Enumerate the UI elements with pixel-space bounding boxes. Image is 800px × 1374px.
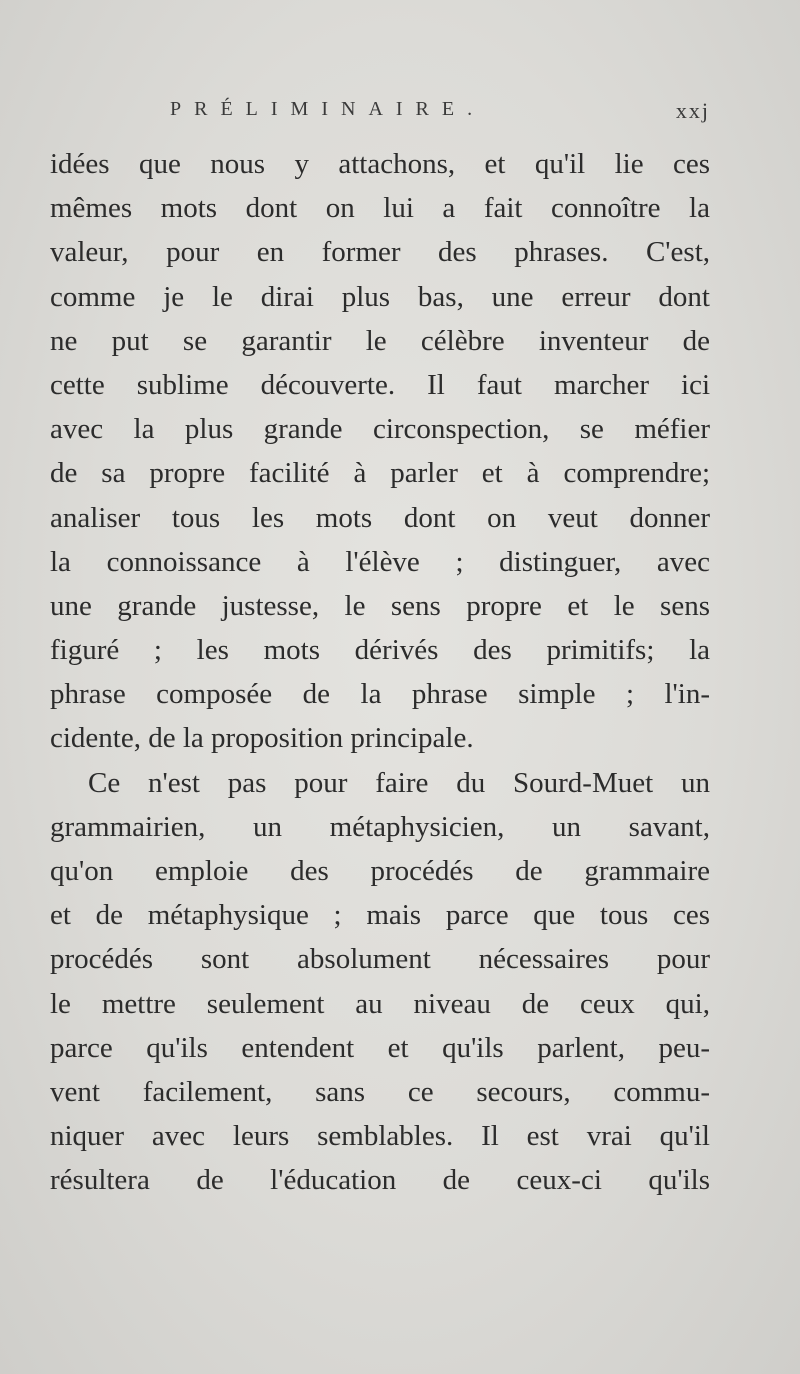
text-line: de sa propre facilité à parler et à comprendre; xyxy=(50,457,710,490)
text-line: vent facilement, sans ce secours, commu- xyxy=(50,1075,710,1108)
text-line: mêmes mots dont on lui a fait connoître la xyxy=(50,192,710,225)
text-line: phrase composée de la phrase simple ; l'in- xyxy=(50,678,710,711)
running-head xyxy=(50,98,710,132)
text-line: procédés sont absolument nécessaires pour xyxy=(50,943,710,976)
text-line: niquer avec leurs semblables. Il est vrai qu'il xyxy=(50,1120,710,1153)
running-title: PRÉLIMINAIRE. xyxy=(170,98,486,120)
paragraph-first-line: Ce n'est pas pour faire du Sourd-Muet un xyxy=(88,766,710,799)
text-line: qu'on emploie des procédés de grammaire xyxy=(50,855,710,887)
page-number: xxj xyxy=(675,98,710,123)
text-line: analiser tous les mots dont on veut donner xyxy=(50,501,710,534)
text-line: ne put se garantir le célèbre inventeur de xyxy=(50,324,710,357)
text-line: grammairien, un métaphysicien, un savant, xyxy=(50,810,710,843)
text-line: la connoissance à l'élève ; distinguer, avec xyxy=(50,545,710,578)
text-line: idées que nous y attachons, et qu'il lie ces xyxy=(50,148,710,180)
body-text xyxy=(50,142,710,1203)
text-line: comme je le dirai plus bas, une erreur dont xyxy=(50,280,710,313)
text-line: avec la plus grande circonspection, se méfier xyxy=(50,413,710,446)
text-line: résultera de l'éducation de ceux-ci qu'ils xyxy=(50,1164,710,1197)
text-line: cidente, de la proposition principale. xyxy=(50,722,474,755)
text-line: une grande justesse, le sens propre et le sens xyxy=(50,589,710,622)
text-line: parce qu'ils entendent et qu'ils parlent, peu- xyxy=(50,1031,710,1064)
text-line: le mettre seulement au niveau de ceux qui, xyxy=(50,987,710,1020)
text-line: valeur, pour en former des phrases. C'est, xyxy=(50,236,710,269)
text-line: figuré ; les mots dérivés des primitifs; la xyxy=(50,634,710,667)
text-line: et de métaphysique ; mais parce que tous ces xyxy=(50,899,710,932)
text-line: cette sublime découverte. Il faut marcher ici xyxy=(50,368,710,401)
